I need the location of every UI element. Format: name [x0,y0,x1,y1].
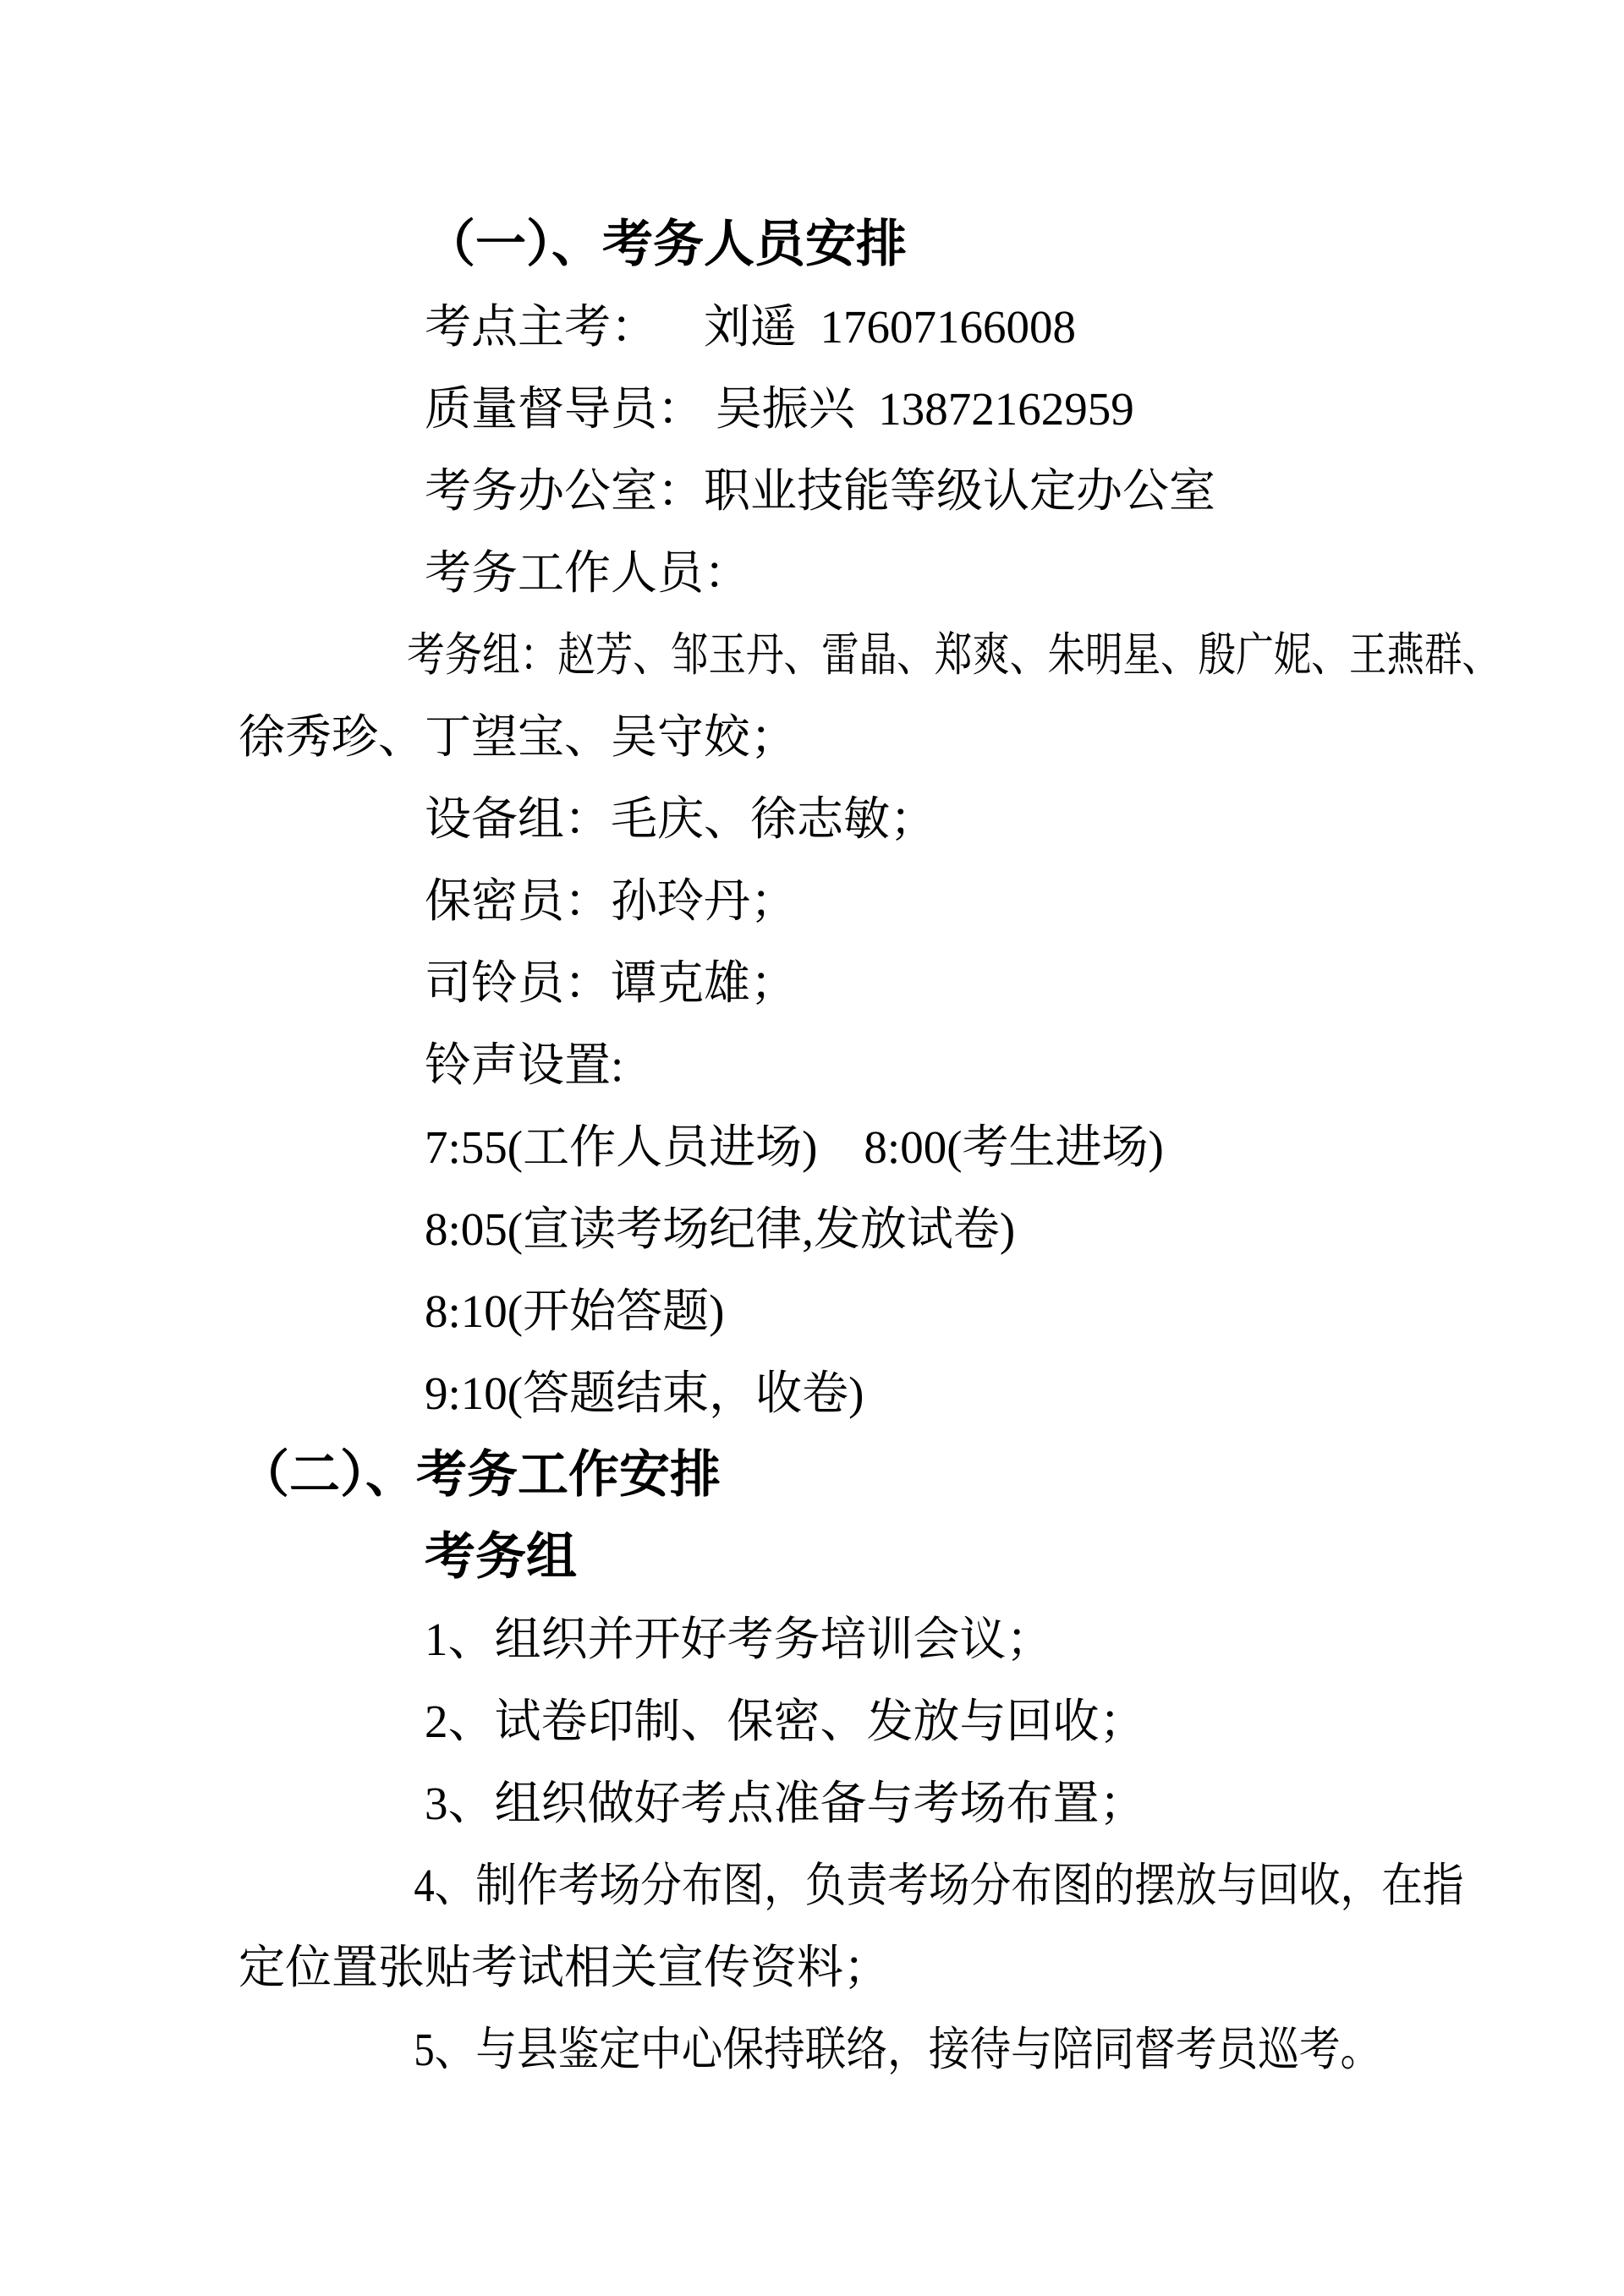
line-exam-office [239,450,1624,532]
line-task-4-continuation-text: 定位置张贴考试相关宣传资料； [239,1942,891,1993]
line-task-4 [239,1844,1624,1926]
section2-heading-text: （二）、考务工作安排 [239,1447,721,1503]
line-exam-affairs-group-text: 考务组：赵芳、邹玉丹、雷晶、郑爽、朱明星、殷广妮、王燕群、 [407,629,1501,681]
line-equipment-group [239,778,1624,860]
line-bell-755-800 [239,1106,1624,1188]
line-task-3-text: 3、组织做好考点准备与考场布置； [425,1778,1146,1829]
line-bell-ringer-text: 司铃员：谭克雄； [425,957,798,1009]
line-exam-affairs-group-continuation [239,696,1624,778]
line-task-5-text: 5、与县鉴定中心保持联络，接待与陪同督考员巡考。 [414,2024,1382,2075]
line-bell-805 [239,1188,1624,1270]
section2-heading [239,1434,1624,1516]
line-task-1 [239,1598,1624,1680]
section1-heading-text: （一）、考务人员安排 [425,216,907,272]
line-exam-affairs-group [239,614,1624,696]
line-equipment-group-text: 设备组：毛庆、徐志敏； [425,793,937,845]
line-bell-settings-text: 铃声设置: [425,1039,624,1091]
section2-subheading [239,1516,1624,1598]
line-bell-910-text: 9:10(答题结束，收卷) [425,1367,864,1419]
line-exam-affairs-group-continuation-text: 徐秀珍、丁望宝、吴守姣； [239,711,798,763]
line-task-4-continuation [239,1926,1624,2008]
line-chief-examiner-text: 考点主考： 刘遥 17607166008 [425,301,1077,353]
line-chief-examiner [239,286,1624,368]
line-task-2 [239,1680,1624,1762]
document-content [239,204,1624,2091]
line-bell-ringer [239,942,1624,1024]
line-quality-supervisor [239,368,1624,450]
section1-heading [239,204,1624,286]
line-task-5 [239,2008,1624,2091]
line-bell-755-800-text: 7:55(工作人员进场) 8:00(考生进场) [425,1121,1164,1173]
line-bell-910 [239,1352,1624,1434]
line-bell-805-text: 8:05(宣读考场纪律,发放试卷) [425,1203,1016,1255]
line-quality-supervisor-text: 质量督导员： 吴振兴 13872162959 [425,383,1134,435]
line-confidentiality-officer [239,860,1624,942]
line-task-1-text: 1、组织并开好考务培训会议； [425,1614,1053,1665]
line-exam-office-text: 考务办公室：职业技能等级认定办公室 [425,465,1216,517]
line-exam-staff [239,532,1624,614]
line-bell-810 [239,1270,1624,1352]
line-exam-staff-text: 考务工作人员： [425,547,751,599]
line-task-2-text: 2、试卷印制、保密、发放与回收； [425,1696,1146,1747]
line-task-3 [239,1762,1624,1844]
line-bell-settings [239,1024,1624,1106]
line-bell-810-text: 8:10(开始答题) [425,1285,725,1337]
section2-subheading-text: 考务组 [425,1529,577,1585]
line-confidentiality-officer-text: 保密员：孙玲丹； [425,875,798,927]
line-task-4-text: 4、制作考场分布图，负责考场分布图的摆放与回收，在指 [414,1860,1464,1911]
